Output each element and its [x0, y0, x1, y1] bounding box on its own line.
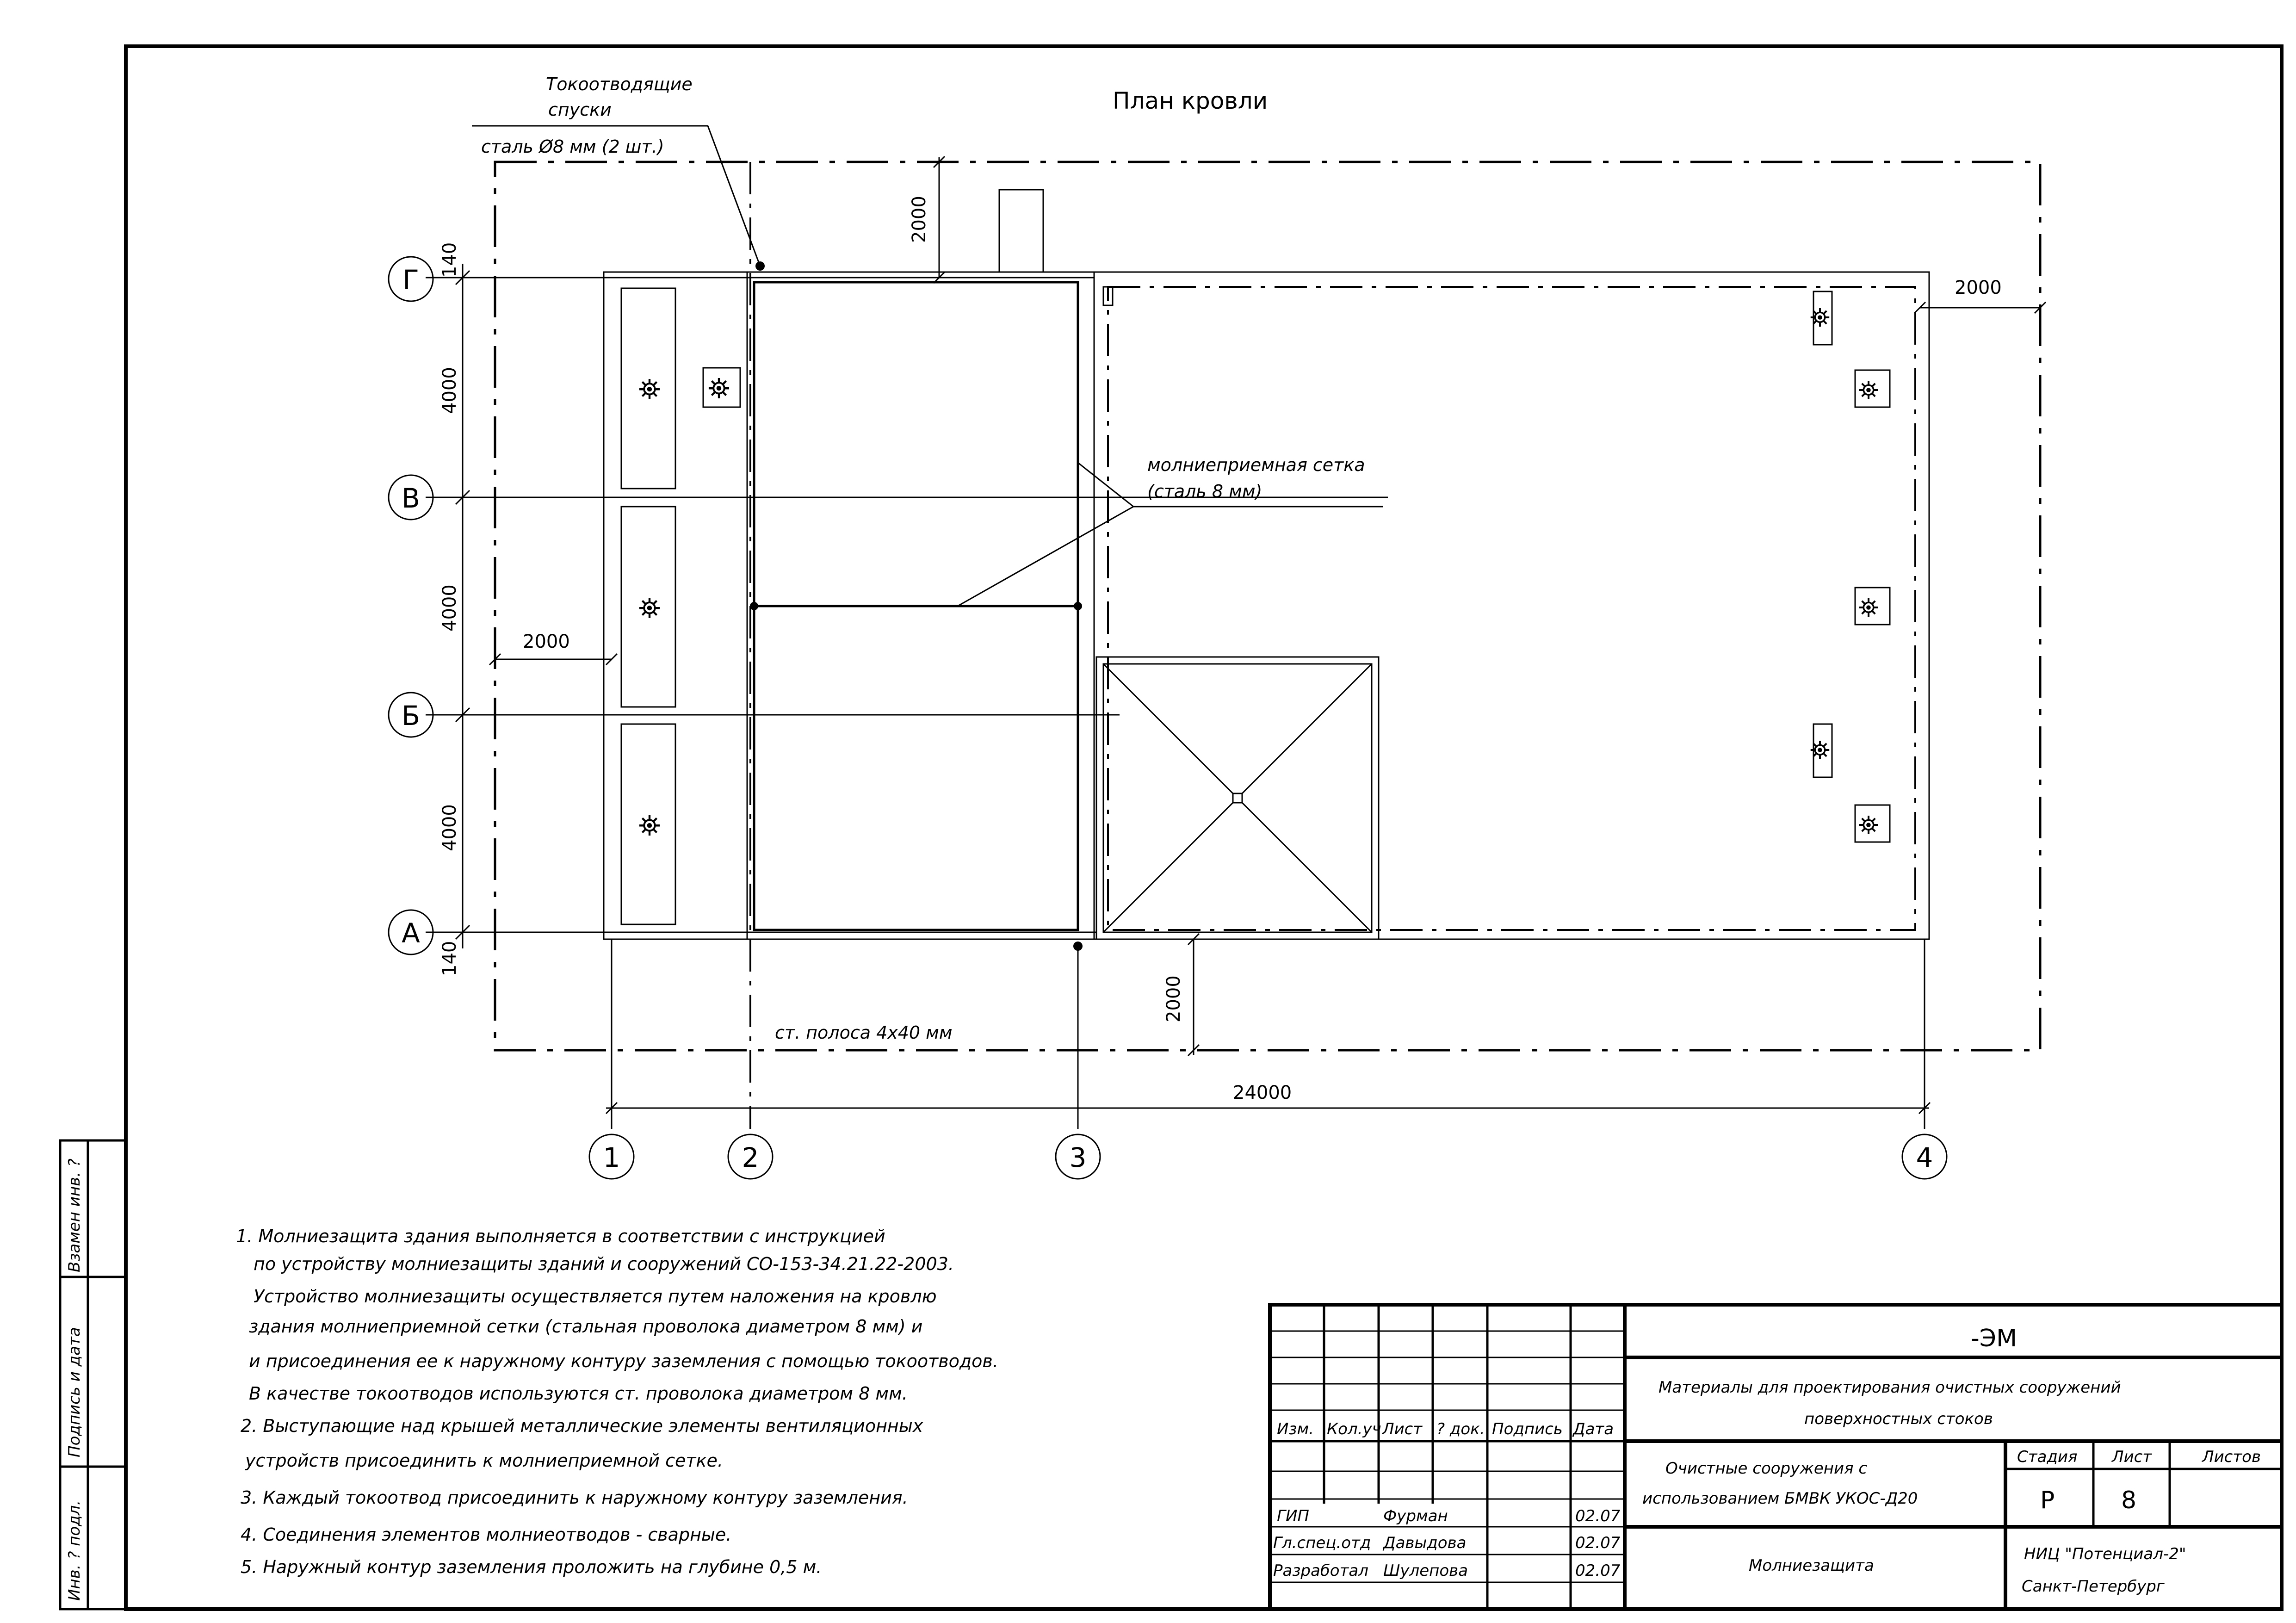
central-hall	[747, 190, 1094, 951]
vent-icon: ⛯	[638, 810, 661, 842]
callout-downconductors-line2: спуски	[548, 99, 612, 120]
drawing-title: План кровли	[1113, 87, 1268, 114]
tb-sheets-label: Листов	[2202, 1448, 2261, 1466]
tb-sheet-value: 8	[2121, 1487, 2137, 1514]
axis-label-col: 4	[1916, 1142, 1933, 1173]
axis-label-col: 1	[603, 1142, 620, 1173]
vent-icon: ⛯	[1810, 303, 1831, 332]
axis-label-row: Г	[402, 264, 419, 296]
dim-2000-right: 2000	[1955, 277, 2002, 298]
tb-header-signature: Подпись	[1492, 1420, 1563, 1438]
title-block	[1270, 1305, 2282, 1609]
axis-label-row: Б	[402, 700, 420, 731]
stamp-replace-inv: Взамен инв. ?	[65, 1158, 84, 1272]
tb-date: 02.07	[1575, 1561, 1621, 1580]
axis-label-col: 2	[742, 1142, 759, 1173]
row-axis-markers	[389, 257, 433, 954]
tb-date: 02.07	[1575, 1534, 1621, 1552]
note-line: здания молниеприемной сетки (стальная проволока диаметром 8 мм) и	[249, 1316, 923, 1337]
dimension-2000-right	[1914, 277, 2046, 313]
vent-icon: ⛯	[1858, 375, 1879, 405]
dim-2000-left: 2000	[523, 631, 570, 652]
tb-role: ГИП	[1277, 1507, 1309, 1525]
tb-org-line1: НИЦ "Потенциал-2"	[2024, 1545, 2186, 1563]
note-line: 1. Молниезащита здания выполняется в соответствии с инструкцией	[236, 1226, 885, 1246]
vent-icon: ⛯	[1858, 593, 1879, 622]
tb-drawing-code: -ЭМ	[1971, 1325, 2017, 1352]
note-line: 4. Соединения элементов молниеотводов - сварные.	[241, 1524, 732, 1545]
tb-header-list: Лист	[1382, 1420, 1423, 1438]
callout-mesh-line1: молниеприемная сетка	[1147, 455, 1365, 475]
note-line: 3. Каждый токоотвод присоединить к наружному контуру заземления.	[241, 1487, 908, 1508]
vent-icon: ⛯	[708, 372, 730, 405]
vent-icon: ⛯	[638, 592, 661, 625]
dim-2000-bottom: 2000	[1163, 975, 1184, 1022]
callout-mesh-line2: (сталь 8 мм)	[1147, 481, 1262, 502]
protection-zone-boundary	[495, 162, 2040, 1050]
callout-downconductors-line3: сталь Ø8 мм (2 шт.)	[481, 136, 664, 157]
tb-sheet-label: Лист	[2112, 1448, 2152, 1466]
stamp-inv-original: Инв. ? подл.	[65, 1500, 84, 1601]
tb-sheet-name: Молниезащита	[1749, 1556, 1874, 1575]
axis-label-col: 3	[1069, 1142, 1087, 1173]
dimension-24000	[606, 1082, 1930, 1114]
dim-2000-top: 2000	[909, 196, 930, 243]
vent-icon: ⛯	[1858, 810, 1879, 840]
dim-4000: 4000	[439, 584, 460, 632]
dimension-2000-top	[909, 156, 945, 283]
dim-24000: 24000	[1233, 1082, 1292, 1103]
callout-downconductors-line1: Токоотводящие	[546, 74, 693, 94]
tb-stage-label: Стадия	[2017, 1448, 2078, 1466]
tb-header-izm: Изм.	[1277, 1420, 1314, 1438]
axis-label-row: В	[402, 483, 420, 514]
tb-project-line1: Материалы для проектирования очистных сооружений	[1659, 1378, 2121, 1397]
tb-role: Гл.спец.отд	[1273, 1534, 1371, 1552]
tb-org-line2: Санкт-Петербург	[2022, 1577, 2165, 1596]
dimension-2000-left	[489, 631, 617, 665]
left-compartment	[621, 288, 740, 924]
right-vents	[1810, 291, 1890, 842]
stamp-signature-date: Подпись и дата	[65, 1327, 84, 1457]
callout-steel-strip: ст. полоса 4х40 мм	[775, 1022, 953, 1043]
dimension-chain-left	[439, 242, 470, 976]
note-line: устройств присоединить к молниеприемной сетке.	[245, 1450, 723, 1471]
dim-4000: 4000	[439, 367, 460, 414]
callout-downconductors	[472, 74, 760, 266]
tb-name: Давыдова	[1383, 1534, 1467, 1552]
general-notes	[236, 1226, 998, 1577]
tb-object-line1: Очистные сооружения с	[1665, 1459, 1868, 1478]
side-stamp	[60, 1140, 126, 1609]
tb-object-line2: использованием БМВК УКОС-Д20	[1642, 1489, 1918, 1508]
dim-4000: 4000	[439, 804, 460, 851]
dimension-2000-bottom	[1163, 934, 1199, 1056]
note-line: Устройство молниезащиты осуществляется путем наложения на кровлю	[254, 1286, 937, 1307]
note-line: по устройству молниезащиты зданий и сооружений СО-153-34.21.22-2003.	[254, 1254, 954, 1274]
tb-name: Шулепова	[1383, 1561, 1468, 1580]
note-line: В качестве токоотводов используются ст. проволока диаметром 8 мм.	[249, 1383, 908, 1404]
tb-role: Разработал	[1273, 1561, 1368, 1580]
right-roof-area	[1108, 287, 1915, 930]
vent-icon: ⛯	[1810, 735, 1831, 765]
tb-date: 02.07	[1575, 1507, 1621, 1525]
vent-icon: ⛯	[638, 373, 661, 406]
note-line: 5. Наружный контур заземления проложить на глубине 0,5 м.	[241, 1557, 822, 1577]
tb-header-kolvo: Кол.уч	[1327, 1420, 1381, 1438]
tb-project-line2: поверхностных стоков	[1804, 1410, 1993, 1428]
note-line: 2. Выступающие над крышей металлические элементы вентиляционных	[241, 1416, 923, 1436]
chimney	[999, 190, 1043, 272]
tb-stage-value: Р	[2040, 1487, 2055, 1514]
dim-140-top: 140	[439, 242, 460, 278]
dim-140-bottom: 140	[439, 941, 460, 976]
axis-label-row: А	[402, 917, 420, 949]
note-line: и присоединения ее к наружному контуру заземления с помощью токоотводов.	[249, 1351, 998, 1371]
tb-header-doc: ? док.	[1436, 1420, 1485, 1438]
tb-name: Фурман	[1383, 1507, 1448, 1525]
column-axis-markers	[589, 1134, 1947, 1179]
callout-mesh	[958, 455, 1383, 606]
annex-pyramid-roof	[1096, 657, 1379, 939]
tb-header-date: Дата	[1573, 1420, 1614, 1438]
